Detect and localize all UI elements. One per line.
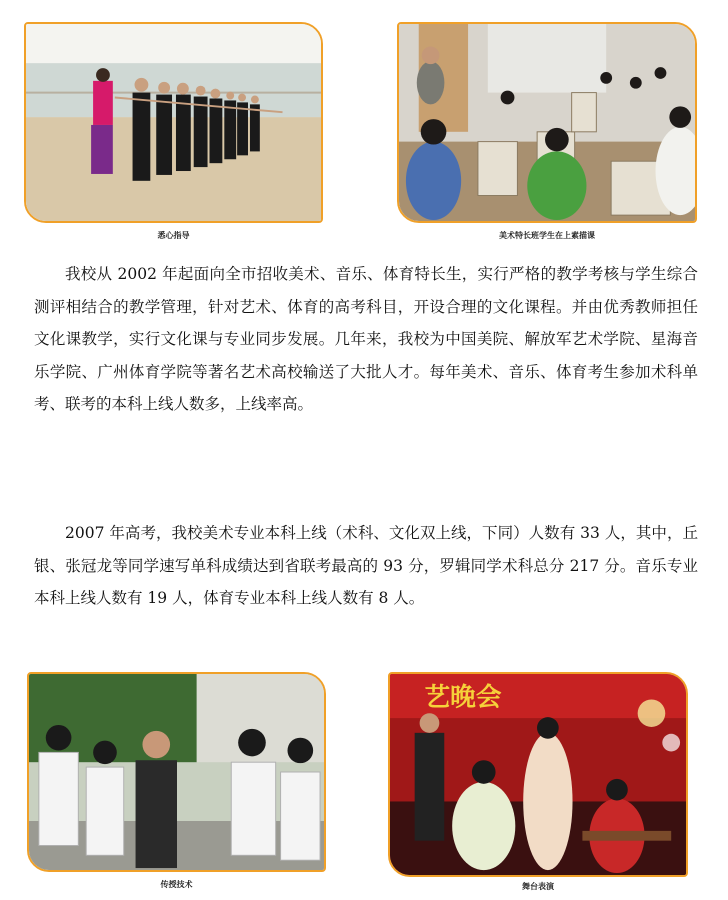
photo-stage-performance <box>388 672 688 877</box>
stage-banner-text: 艺晚会 <box>424 682 502 713</box>
photo-caption: 悉心指导 <box>157 231 190 240</box>
photo-caption: 传授技术 <box>160 880 193 889</box>
paragraph: 我校从 2002 年起面向全市招收美术、音乐、体育特长生，实行严格的教学考核与学生综合测评相结合的教学管理，针对艺术、体育的高考科目，开设合理的文化课程。并由优秀教师担任文化课教学，实行文化课与专业同步发展。几年来，我校为中国美院、解放军艺术学院、星海音乐学院、广州体育学院等著名艺术高校输送了大批人才。每年美术、音乐、体育考生参加术科单考、联考的本科上线人数多，上线率高。 <box>34 265 698 413</box>
body-text <box>34 258 698 421</box>
photo-dance-class <box>24 22 323 223</box>
photo-sketch-class <box>397 22 697 223</box>
body-text <box>34 517 698 615</box>
photo-caption: 舞台表演 <box>522 882 554 891</box>
paragraph: 2007 年高考，我校美术专业本科上线（术科、文化双上线，下同）人数有 33 人，其中，丘银、张冠龙等同学速写单科成绩达到省联考最高的 93 分，罗辑同学术科总分 217 分。音乐专业本科上线人数有 19 人，体育专业本科上线人数有 8 人。 <box>34 524 698 607</box>
photo-caption: 美术特长班学生在上素描课 <box>499 231 595 240</box>
photo-basketball-coaching <box>27 672 326 872</box>
